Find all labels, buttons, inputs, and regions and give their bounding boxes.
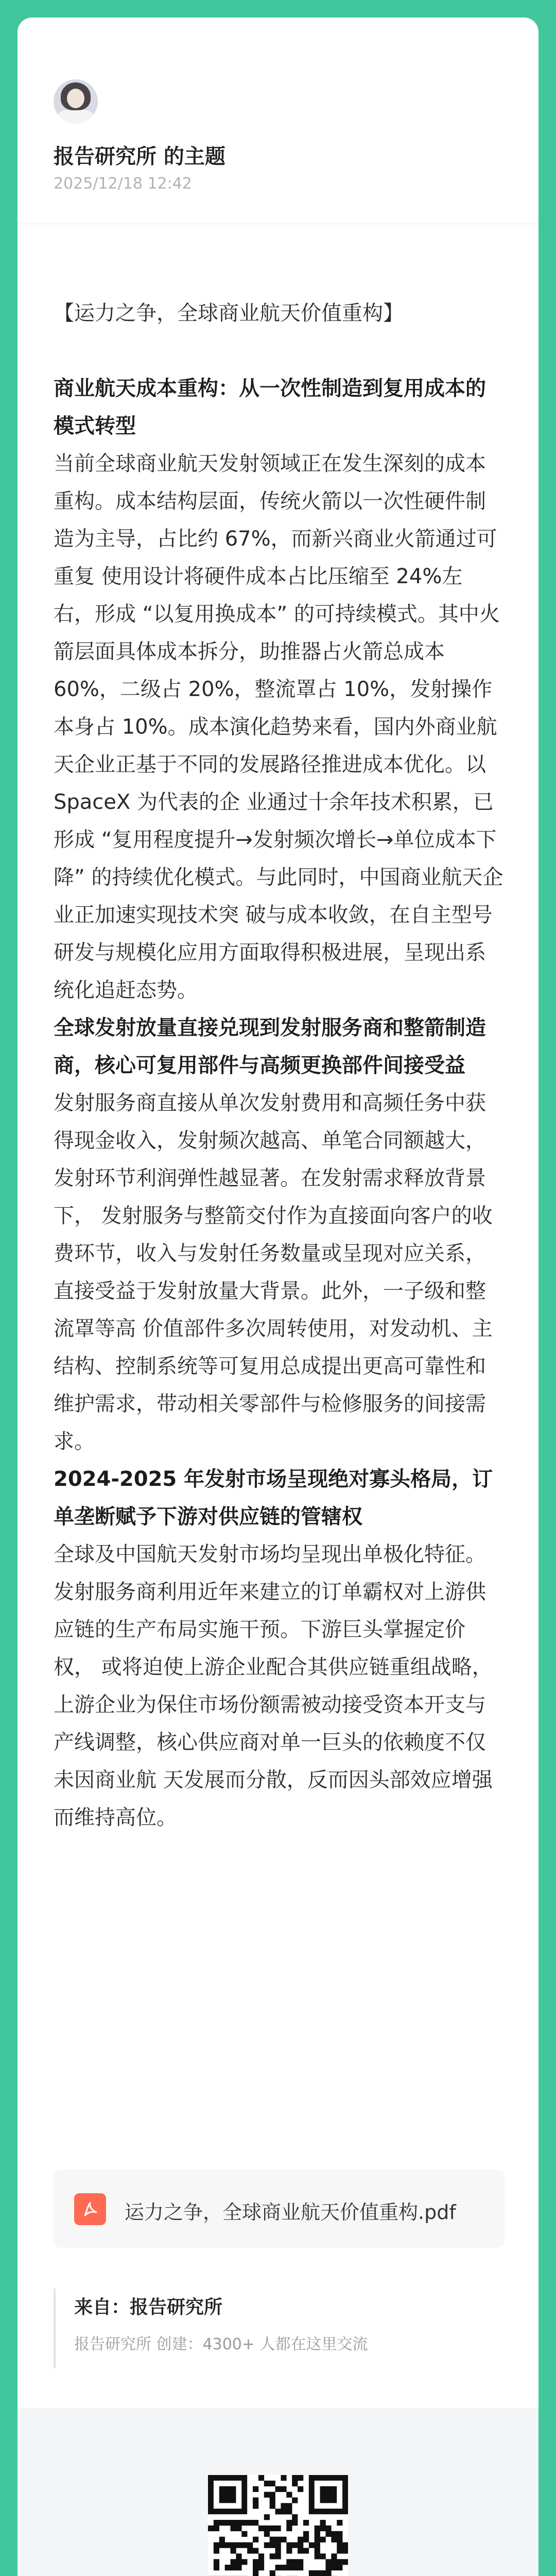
attachment-file-name: 运力之争，全球商业航天价值重构.pdf <box>125 2201 456 2224</box>
section-heading: 商业航天成本重构：从一次性制造到复用成本的模式转型 <box>54 377 486 438</box>
section-body: 全球及中国航天发射市场均呈现出单极化特征。发射服务商利用近年来建立的订单霸权对上游供应链的生产布局实施干预。下游巨头掌握定价权， 或将迫使上游企业配合其供应链重组战略，上游企业为保住市场份额需被动接受资本开支与产线调整，核心供应商对单一巨头的依赖度不仅未因商业航 天发展而分散，反而因头部效应增强而维持高位。 <box>54 1543 493 1829</box>
pdf-file-icon <box>74 2193 106 2225</box>
section-heading: 全球发射放量直接兑现到发射服务商和整箭制造商，核心可复用部件与高频更换部件间接受益 <box>54 1016 486 1077</box>
author-name[interactable]: 报告研究所 的主题 <box>54 145 225 168</box>
source-label[interactable]: 来自：报告研究所 <box>74 2297 223 2318</box>
qr-code[interactable] <box>208 2475 348 2576</box>
post-date: 2025/12/18 12:42 <box>54 175 192 193</box>
section-body: 当前全球商业航天发射领域正在发生深刻的成本重构。成本结构层面，传统火箭以一次性硬件制造为主导，占比约 67%，而新兴商业火箭通过可重复 使用设计将硬件成本占比压缩至 24%左右，形成 “以复用换成本” 的可持续模式。其中火箭层面具体成本拆分，助推器占火箭总成本 60%，二级占 20%，整流罩占 10%，发射操作本身占 10%。成本演化趋势来看，国内外商业航天企业正基于不同的发展路径推进成本优化。以 SpaceX 为代表的企 业通过十余年技术积累，已形成 “复用程度提升→发射频次增长→单位成本下降” 的持续优化模式。与此同时，中国商业航天企业正加速实现技术突 破与成本收敛，在自主型号研发与规模化应用方面取得积极进展，呈现出系统化追赶态势。 <box>54 452 503 1002</box>
section-heading: 2024-2025 年发射市场呈现绝对寡头格局，订单垄断赋予下游对供应链的管辖权 <box>54 1467 493 1529</box>
qr-panel <box>18 2408 538 2576</box>
avatar[interactable] <box>54 79 98 124</box>
source-meta: 报告研究所 创建：4300+ 人都在这里交流 <box>74 2335 368 2353</box>
post-card <box>18 18 538 2576</box>
pdf-attachment[interactable] <box>54 2170 505 2248</box>
post-title: 【运力之争，全球商业航天价值重构】 <box>54 301 404 325</box>
post-body <box>54 295 503 1837</box>
section-body: 发射服务商直接从单次发射费用和高频任务中获得现金收入，发射频次越高、单笔合同额越大，发射环节利润弹性越显著。在发射需求释放背景下， 发射服务与整箭交付作为直接面向客户的收费环节，收入与发射任务数量或呈现对应关系，直接受益于发射放量大背景。此外，一子级和整流罩等高 价值部件多次周转使用，对发动机、主结构、控制系统等可复用总成提出更高可靠性和维护需求，带动相关零部件与检修服务的间接需求。 <box>54 1091 493 1453</box>
source-block <box>54 2289 368 2368</box>
